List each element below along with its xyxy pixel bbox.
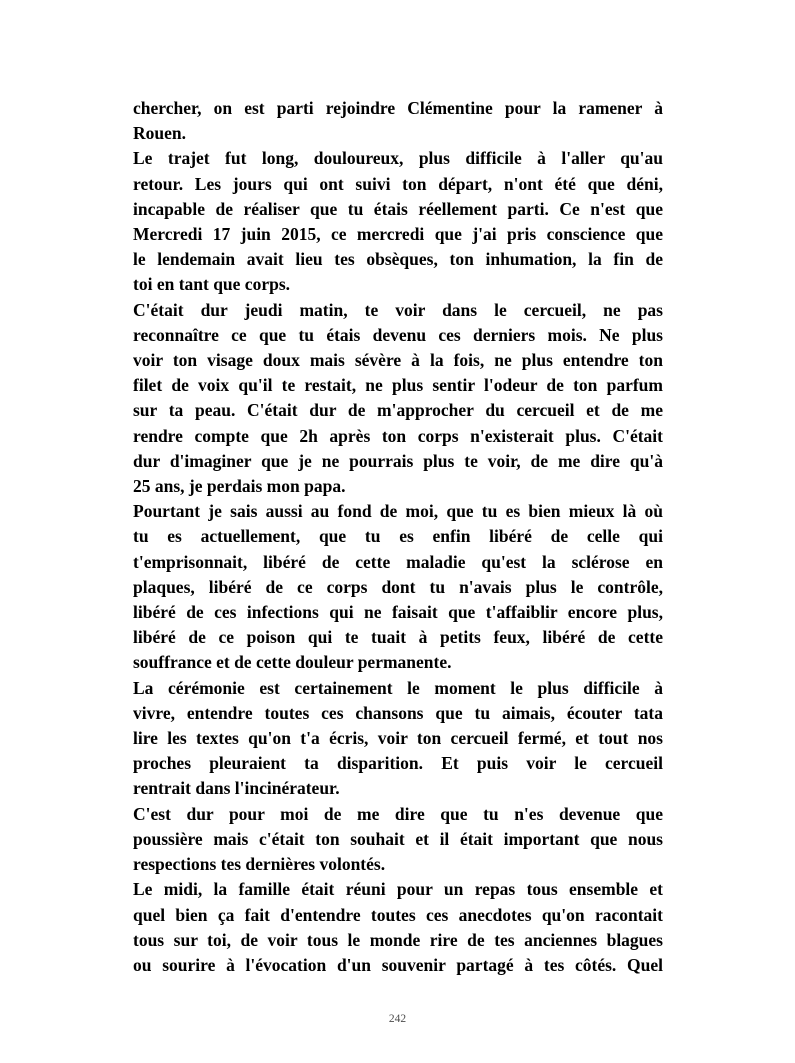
page-number: 242 [388, 1013, 407, 1025]
text-line: le lendemain avait lieu tes obsèques, ton inhumation, la fin de [133, 249, 663, 270]
text-line: quel bien ça fait d'entendre toutes ces anecdotes qu'on racontait [133, 904, 663, 925]
text-line: libéré de ces infections qui ne faisait que t'affaiblir encore plus, [133, 602, 663, 623]
text-line: sur ta peau. C'était dur de m'approcher du cercueil et de me [133, 400, 663, 421]
text-line: voir ton visage doux mais sévère à la fois, ne plus entendre ton [133, 350, 663, 371]
text-line: respections tes dernières volontés. [133, 854, 386, 875]
text-line: libéré de ce poison qui te tuait à petits feux, libéré de cette [133, 627, 663, 648]
text-line: poussière mais c'était ton souhait et il était important que nous [133, 828, 663, 849]
text-line: t'emprisonnait, libéré de cette maladie qu'est la sclérose en [133, 551, 663, 572]
text-line: souffrance et de cette douleur permanente. [133, 652, 452, 673]
text-line: retour. Les jours qui ont suivi ton départ, n'ont été que déni, [133, 173, 663, 194]
text-line: Rouen. [133, 123, 186, 144]
text-line: rentrait dans l'incinérateur. [133, 778, 340, 799]
paragraph [133, 499, 663, 675]
text-line: C'était dur jeudi matin, te voir dans le cercueil, ne pas [133, 299, 663, 320]
text-line: ou sourire à l'évocation d'un souvenir partagé à tes côtés. Quel [133, 954, 663, 975]
page-footer [0, 1012, 795, 1026]
page-body-text [133, 96, 663, 978]
paragraph [133, 877, 663, 978]
text-line: tu es actuellement, que tu es enfin libéré de celle qui [133, 526, 663, 547]
text-line: incapable de réaliser que tu étais réellement parti. Ce n'est que [133, 198, 663, 219]
paragraph [133, 802, 663, 878]
text-line: filet de voix qu'il te restait, ne plus sentir l'odeur de ton parfum [133, 375, 663, 396]
paragraph [133, 96, 663, 146]
text-line: proches pleuraient ta disparition. Et puis voir le cercueil [133, 753, 663, 774]
text-line: Mercredi 17 juin 2015, ce mercredi que j'ai pris conscience que [133, 224, 663, 245]
text-line: plaques, libéré de ce corps dont tu n'avais plus le contrôle, [133, 576, 663, 597]
paragraph [133, 146, 663, 297]
text-line: reconnaître ce que tu étais devenu ces derniers mois. Ne plus [133, 324, 663, 345]
text-line: Le trajet fut long, douloureux, plus difficile à l'aller qu'au [133, 148, 663, 169]
text-line: tous sur toi, de voir tous le monde rire de tes anciennes blagues [133, 929, 663, 950]
paragraph [133, 676, 663, 802]
text-line: lire les textes qu'on t'a écris, voir ton cercueil fermé, et tout nos [133, 728, 663, 749]
text-line: C'est dur pour moi de me dire que tu n'es devenue que [133, 803, 663, 824]
text-line: chercher, on est parti rejoindre Clémentine pour la ramener à [133, 98, 663, 118]
paragraph [133, 298, 663, 500]
text-line: 25 ans, je perdais mon papa. [133, 476, 346, 497]
text-line: rendre compte que 2h après ton corps n'existerait plus. C'était [133, 425, 663, 446]
text-line: La cérémonie est certainement le moment le plus difficile à [133, 677, 663, 698]
text-line: dur d'imaginer que je ne pourrais plus te voir, de me dire qu'à [133, 450, 663, 471]
text-line: vivre, entendre toutes ces chansons que tu aimais, écouter tata [133, 702, 663, 723]
text-line: toi en tant que corps. [133, 274, 291, 295]
text-line: Pourtant je sais aussi au fond de moi, que tu es bien mieux là où [133, 501, 663, 522]
text-line: Le midi, la famille était réuni pour un repas tous ensemble et [133, 879, 663, 900]
